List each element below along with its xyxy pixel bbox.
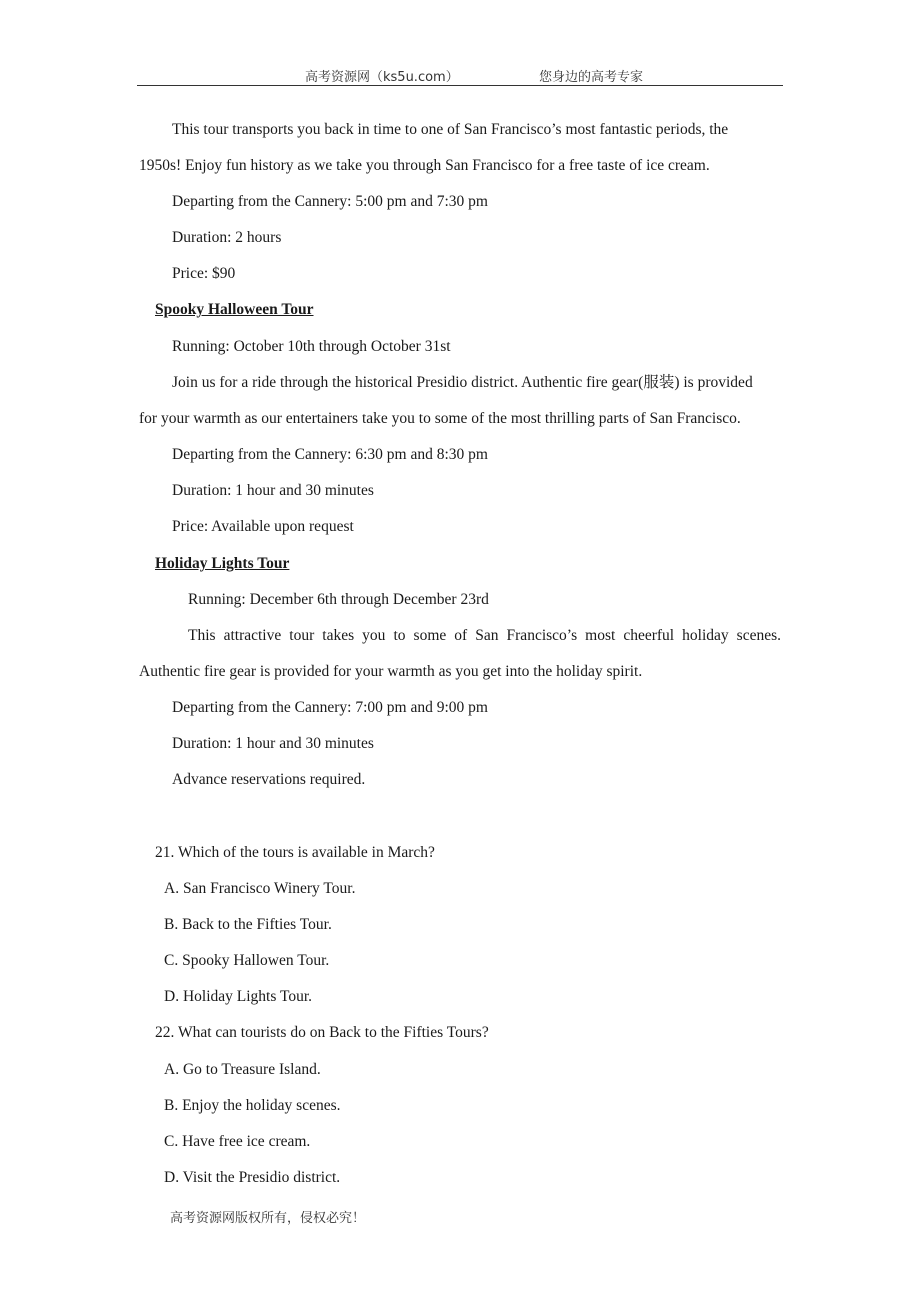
- halloween-desc-line2: for your warmth as our entertainers take you to some of the most thrilling parts of San Francisco.: [139, 410, 741, 427]
- fifties-duration: Duration: 2 hours: [172, 229, 282, 246]
- fifties-departing: Departing from the Cannery: 5:00 pm and 7:30 pm: [172, 193, 488, 210]
- header-site-name: 高考资源网（ks5u.com）: [305, 70, 459, 85]
- question-21-option-c: C. Spooky Hallowen Tour.: [164, 952, 330, 969]
- question-21-stem: 21. Which of the tours is available in March?: [155, 844, 435, 861]
- question-21-option-d: D. Holiday Lights Tour.: [164, 988, 313, 1005]
- halloween-departing: Departing from the Cannery: 6:30 pm and 8:30 pm: [172, 446, 488, 463]
- holiday-title: Holiday Lights Tour: [155, 555, 290, 572]
- header-slogan: 您身边的高考专家: [539, 70, 644, 85]
- halloween-title: Spooky Halloween Tour: [155, 301, 314, 318]
- halloween-duration: Duration: 1 hour and 30 minutes: [172, 482, 374, 499]
- fifties-desc-line1: This tour transports you back in time to one of San Francisco’s most fantastic periods, the: [172, 121, 729, 138]
- question-22-option-a: A. Go to Treasure Island.: [164, 1061, 321, 1078]
- holiday-desc-line2: Authentic fire gear is provided for your warmth as you get into the holiday spirit.: [139, 663, 643, 680]
- halloween-running: Running: October 10th through October 31st: [172, 338, 451, 355]
- question-22-option-b: B. Enjoy the holiday scenes.: [164, 1097, 341, 1114]
- holiday-desc-line1: This attractive tour takes you to some of San Francisco’s most cheerful holiday scenes.: [188, 627, 781, 644]
- question-22-stem: 22. What can tourists do on Back to the Fifties Tours?: [155, 1024, 489, 1041]
- holiday-running: Running: December 6th through December 23rd: [188, 591, 489, 608]
- fifties-desc-line2: 1950s! Enjoy fun history as we take you through San Francisco for a free taste of ice cream.: [139, 157, 710, 174]
- question-22-option-c: C. Have free ice cream.: [164, 1133, 311, 1150]
- question-22-option-d: D. Visit the Presidio district.: [164, 1169, 341, 1186]
- holiday-reservation: Advance reservations required.: [172, 771, 366, 788]
- holiday-duration: Duration: 1 hour and 30 minutes: [172, 735, 374, 752]
- page-footer: 高考资源网版权所有，侵权必究！: [170, 1211, 366, 1226]
- halloween-price: Price: Available upon request: [172, 518, 354, 535]
- halloween-desc-line1: Join us for a ride through the historical Presidio district. Authentic fire gear(服装) is provided: [172, 374, 753, 391]
- question-21-option-a: A. San Francisco Winery Tour.: [164, 880, 356, 897]
- page-header: [137, 64, 783, 86]
- fifties-price: Price: $90: [172, 265, 236, 282]
- holiday-departing: Departing from the Cannery: 7:00 pm and 9:00 pm: [172, 699, 488, 716]
- question-21-option-b: B. Back to the Fifties Tour.: [164, 916, 332, 933]
